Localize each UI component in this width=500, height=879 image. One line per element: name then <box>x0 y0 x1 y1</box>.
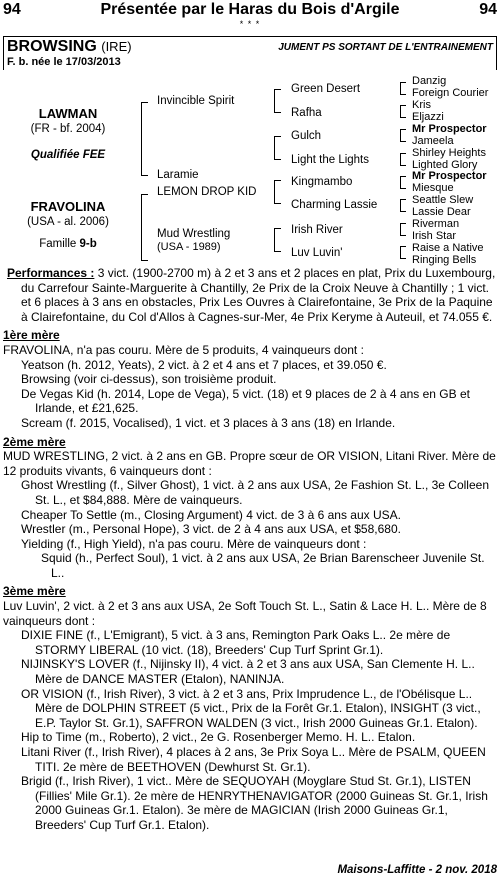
gen3-item: Green Desert <box>291 83 361 95</box>
bracket <box>274 89 281 113</box>
gen4-item: Danzig <box>412 75 447 87</box>
sire-info: (FR - bf. 2004) <box>30 123 106 135</box>
gen3-item: Gulch <box>291 130 322 142</box>
gen4-item: Shirley Heights <box>412 147 486 159</box>
gen4-item: Eljazzi <box>412 111 444 123</box>
gen4-item: Lassie Dear <box>412 206 471 218</box>
second-dam-item: Ghost Wrestling (f., Silver Ghost), 1 vict. à 2 ans aux USA, 2e Fashion St. L., 3e Colleen St. L., et $84,888. Mère de vainqueurs. <box>21 478 489 507</box>
third-dam-item: Litani River (f., Irish River), 4 places à 2 ans, 3e Prix Soya L.. Mère de PSALM, QUEEN TITI. 2e mère de BEETHOVEN (Dewhurst St. Gr.1). <box>21 745 486 774</box>
first-dam-item: Browsing (voir ci-dessus), son troisième produit. <box>21 372 277 387</box>
bracket <box>274 228 281 252</box>
third-dam-heading: 3ème mère <box>3 584 66 599</box>
performances-label: Performances : <box>7 266 95 280</box>
gen3-item: Irish River <box>291 224 343 236</box>
footer-venue-date: Maisons-Laffitte - 2 nov. 2018 <box>337 864 497 876</box>
gen2-sire-dam: Laramie <box>157 169 199 181</box>
second-dam-item: Yielding (f., High Yield), n'a pas couru. Mère de vainqueurs dont : <box>21 536 367 551</box>
third-dam-intro: Luv Luvin', 2 vict. à 2 et 3 ans aux USA, 2e Soft Touch St. L., Satin & Lace H. L.. Mère de 8 vainqueurs dont : <box>3 599 487 628</box>
bracket <box>400 176 406 189</box>
sire-name: LAWMAN <box>38 106 98 121</box>
horse-origin: (IRE) <box>101 39 132 54</box>
first-dam-item: Yeatson (h. 2012, Yeats), 2 vict. à 2 et 4 ans et 7 places, et 39.050 €. <box>21 357 387 372</box>
gen4-item: Mr Prospector <box>412 170 487 182</box>
gen4-item: Irish Star <box>412 230 457 242</box>
second-dam-item: Cheaper To Settle (m., Closing Argument) 4 vict. de 3 à 6 ans aux USA. <box>21 507 401 522</box>
sire-note: Qualifiée FEE <box>30 149 106 161</box>
gen4-item: Jameela <box>412 135 454 147</box>
bracket <box>400 246 406 259</box>
lot-number-left: 94 <box>3 1 21 18</box>
gen4-item: Miesque <box>412 182 454 194</box>
gen3-item: Luv Luvin' <box>291 247 343 259</box>
dam-name: FRAVOLINA <box>30 199 106 214</box>
first-dam-intro: FRAVOLINA, n'a pas couru. Mère de 5 produits, 4 vainqueurs dont : <box>3 342 364 357</box>
gen4-item: Seattle Slew <box>412 194 474 206</box>
gen4-item: Raise a Native <box>412 242 484 254</box>
third-dam-item: OR VISION (f., Irish River), 3 vict. à 2 et 3 ans, Prix Imprudence L., de l'Obélisque L.. Mère de DOLPHIN STREET (5 vict., Prix de la Forêt Gr.1. Etalon), INSIGHT (3 vict., E.P. Taylor St. Gr.1), SAFFRON WALDEN (3 vict., Irish 2000 Guineas Gr.1. Etalon). <box>21 686 481 730</box>
bracket <box>141 102 148 176</box>
gen3-item: Charming Lassie <box>291 199 378 211</box>
gen2-dam-dam: Mud Wrestling <box>157 228 231 240</box>
header-stars: * * * <box>239 19 261 29</box>
first-dam-item: De Vegas Kid (h. 2014, Lope de Vega), 5 vict. (18) et 9 places de 2 à 4 ans en GB et Irlande, et £21,625. <box>21 386 470 416</box>
gen4-item: Ringing Bells <box>412 254 477 266</box>
gen2-dam-dam-info: (USA - 1989) <box>157 241 221 253</box>
bracket <box>400 105 406 118</box>
first-dam-item: Scream (f. 2015, Vocalised), 1 vict. et 3 places à 3 ans (18) en Irlande. <box>21 415 396 430</box>
bracket <box>400 199 406 212</box>
dam-info: (USA - al. 2006) <box>27 216 109 228</box>
horse-name-box <box>3 36 497 70</box>
horse-tag: JUMENT PS SORTANT DE L'ENTRAINEMENT <box>278 42 493 53</box>
second-dam-heading: 2ème mère <box>3 434 66 449</box>
horse-name: BROWSING (IRE) <box>7 38 132 55</box>
gen3-item: Kingmambo <box>291 176 353 188</box>
bracket <box>274 180 281 204</box>
bracket <box>274 136 281 160</box>
third-dam-item: NIJINSKY'S LOVER (f., Nijinsky II), 4 vict. à 2 et 3 ans aux USA, San Clemente H. L.. Mère de DANCE MASTER (Etalon), NANINJA. <box>21 657 475 687</box>
third-dam-item: DIXIE FINE (f., L'Emigrant), 5 vict. à 3 ans, Remington Park Oaks L.. 2e mère de STORMY LIBERAL (10 vict. (18), Breeders' Cup Turf Sprint Gr.1). <box>21 628 451 657</box>
bracket <box>400 129 406 142</box>
gen2-sire-sire: Invincible Spirit <box>157 95 235 107</box>
second-dam-item: Wrestler (m., Personal Hope), 3 vict. de 2 à 4 ans aux USA, et $58,680. <box>21 522 401 537</box>
gen4-item: Riverman <box>412 218 460 230</box>
pedigree-table <box>0 72 500 266</box>
third-dam-item: Brigid (f., Irish River), 1 vict.. Mère de SEQUOYAH (Moyglare Stud St. Gr.1), LISTEN (Fillies' Mile Gr.1). 2e mère de HENRYTHENAVIGATOR (2000 Guineas St. Gr.1, Irish 2000 Guineas Gr.1. Etalon). 3e mère de MAGICIAN (Irish 2000 Guineas Gr.1, Breeders' Cup Turf Gr.1. Etalon). <box>21 774 488 832</box>
gen4-item: Kris <box>412 99 431 111</box>
second-dam-intro: MUD WRESTLING, 2 vict. à 2 ans en GB. Propre sœur de OR VISION, Litani River. Mère de 12 produits vivants, 6 vainqueurs dont : <box>3 449 496 478</box>
performances-text: 3 vict. (1900-2700 m) à 2 et 3 ans et 2 places en plat, Prix du Luxembourg, du Carrefour Sainte-Marguerite à Chantilly, 2e Prix de la Croix Neuve à Chantilly ; 1 vict. et 6 places à 3 ans en obstacles, Prix Les Ouvres à Clairefontaine, 3e Prix de la Paquine à Clairefontaine, du Col d'Allos à Cagnes-sur-Mer, 4e Prix Keryme à Auteuil, et 74.055 €. <box>21 266 496 324</box>
catalogue-body <box>3 266 497 833</box>
second-dam-item: Squid (h., Perfect Soul), 1 vict. à 2 ans aux USA, 2e Brian Barenscheer Juvenile St. L.. <box>41 551 485 580</box>
gen2-dam-sire: LEMON DROP KID <box>157 186 257 198</box>
lot-number-right: 94 <box>479 1 497 18</box>
gen3-item: Light the Lights <box>291 154 370 166</box>
first-dam-heading: 1ère mère <box>3 328 60 343</box>
gen4-item: Mr Prospector <box>412 123 487 135</box>
gen3-item: Rafha <box>291 107 322 119</box>
gen4-item: Lighted Glory <box>412 159 478 171</box>
bracket <box>141 194 148 261</box>
bracket <box>400 223 406 236</box>
bracket <box>400 153 406 166</box>
horse-birth: F. b. née le 17/03/2013 <box>7 56 121 68</box>
performances <box>3 266 497 324</box>
page-title: Présentée par le Haras du Bois d'Argile <box>100 1 400 18</box>
bracket <box>400 82 406 95</box>
dam-family: Famille 9-b <box>39 238 97 250</box>
third-dam-item: Hip to Time (m., Roberto), 2 vict., 2e G. Rosenberger Memo. H. L.. Etalon. <box>21 730 416 745</box>
gen4-item: Foreign Courier <box>412 87 489 99</box>
